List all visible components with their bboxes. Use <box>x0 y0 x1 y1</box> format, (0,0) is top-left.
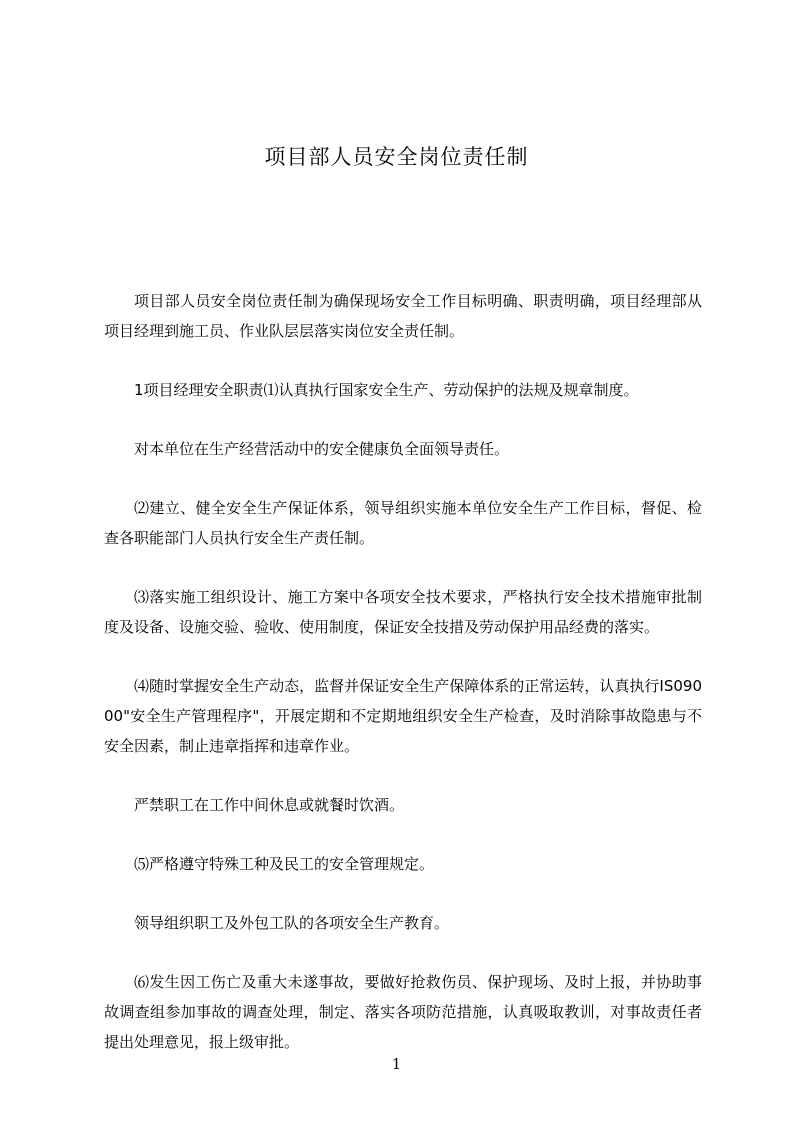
paragraph-duty-4: ⑷随时掌握安全生产动态，监督并保证安全生产保障体系的正常运转，认真执行IS09000"安全生产管理程序"，开展定期和不定期地组织安全生产检查，及时消除事故隐患与不安全因素，制止违章指挥和违章作业。 <box>104 677 702 755</box>
paragraph-gap <box>104 553 702 582</box>
paragraph-gap <box>104 346 702 375</box>
page-number: 1 <box>391 1055 402 1073</box>
paragraph-gap <box>104 642 702 671</box>
paragraph-gap <box>104 761 702 790</box>
paragraph-no-alcohol: 严禁职工在工作中间休息或就餐时饮酒。 <box>134 796 405 814</box>
paragraph-duty-5: ⑸严格遵守特殊工种及民工的安全管理规定。 <box>134 855 435 873</box>
paragraph-gap <box>104 820 702 849</box>
paragraph-gap <box>104 938 702 967</box>
paragraph-duty-6: ⑹发生因工伤亡及重大未遂事故，要做好抢救伤员、保护现场、及时上报，并协助事故调查组参加事故的调查处理，制定、落实各项防范措施，认真吸取教训，对事故责任者提出处理意见，报上级审批。 <box>104 973 702 1051</box>
paragraph-intro: 项目部人员安全岗位责任制为确保现场安全工作目标明确、职责明确，项目经理部从项目经理到施工员、作业队层层落实岗位安全责任制。 <box>104 292 702 340</box>
paragraph-gap <box>104 464 702 493</box>
paragraph-duty-3: ⑶落实施工组织设计、施工方案中各项安全技术要求，严格执行安全技术措施审批制度及设备、设施交验、验收、使用制度，保证安全技措及劳动保护用品经费的落实。 <box>104 588 702 636</box>
paragraph-gap <box>104 405 702 434</box>
paragraph-manager-duty-1: 1项目经理安全职责⑴认真执行国家安全生产、劳动保护的法规及规章制度。 <box>134 381 639 399</box>
paragraph-duty-2: ⑵建立、健全安全生产保证体系，领导组织实施本单位安全生产工作目标，督促、检查各职能部门人员执行安全生产责任制。 <box>104 499 702 547</box>
paragraph-gap <box>104 879 702 908</box>
document-body <box>104 286 702 1057</box>
paragraph-safety-education: 领导组织职工及外包工队的各项安全生产教育。 <box>134 914 450 932</box>
paragraph-overall-responsibility: 对本单位在生产经营活动中的安全健康负全面领导责任。 <box>134 440 510 458</box>
document-title: 项目部人员安全岗位责任制 <box>264 145 529 169</box>
